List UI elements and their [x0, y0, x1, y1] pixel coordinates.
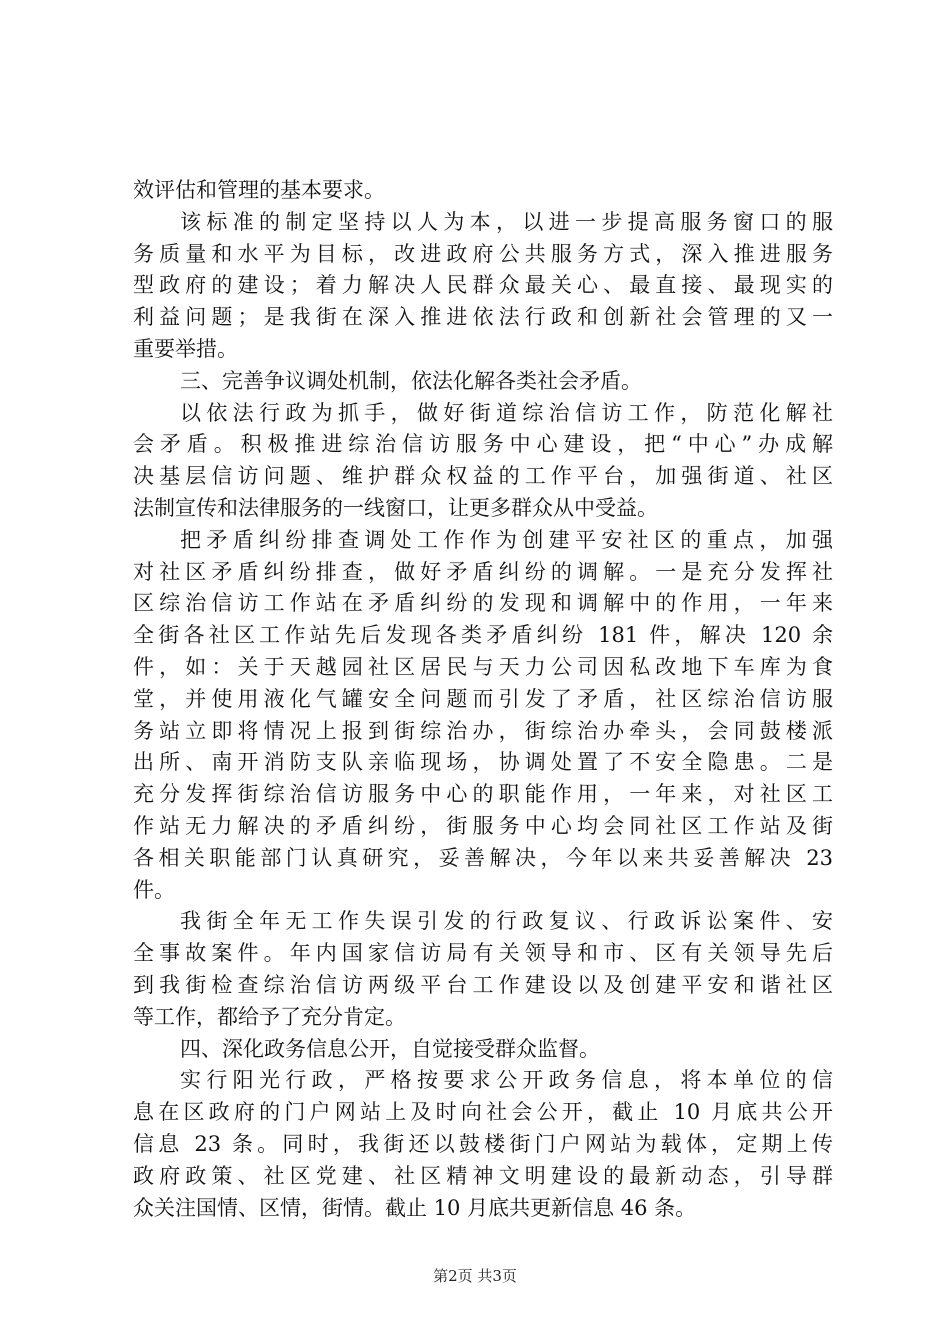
- document-body: [133, 175, 833, 1224]
- text-line: 堂，并使用液化气罐安全问题而引发了矛盾，社区综治信访服: [133, 686, 833, 711]
- text-line: 充分发挥街综治信访服务中心的职能作用，一年来，对社区工: [133, 782, 833, 807]
- text-line: 息在区政府的门户网站上及时向社会公开，截止 10 月底共公开: [133, 1100, 833, 1125]
- text-line: 法制宣传和法律服务的一线窗口，让更多群众从中受益。: [133, 495, 658, 520]
- section-heading: 四、深化政务信息公开，自觉接受群众监督。: [180, 1036, 600, 1061]
- text-line: 各相关职能部门认真研究，妥善解决，今年以来共妥善解决 23: [133, 845, 833, 870]
- text-line: 到我街检查综治信访两级平台工作建设以及创建平安和谐社区: [133, 972, 833, 997]
- text-line: 对社区矛盾纠纷排查，做好矛盾纠纷的调解。一是充分发挥社: [133, 559, 833, 584]
- section-heading: 三、完善争议调处机制，依法化解各类社会矛盾。: [180, 368, 642, 393]
- text-line: 该标准的制定坚持以人为本，以进一步提高服务窗口的服: [180, 209, 833, 234]
- text-line: 全事故案件。年内国家信访局有关领导和市、区有关领导先后: [133, 941, 833, 966]
- text-line: 决基层信访问题、维护群众权益的工作平台，加强街道、社区: [133, 464, 833, 489]
- text-line: 务站立即将情况上报到街综治办，街综治办牵头，会同鼓楼派: [133, 718, 833, 743]
- text-line: 作站无力解决的矛盾纠纷，街服务中心均会同社区工作站及街: [133, 813, 833, 838]
- text-line: 政府政策、社区党建、社区精神文明建设的最新动态，引导群: [133, 1163, 833, 1188]
- text-line: 出所、南开消防支队亲临现场，协调处置了不安全隐患。二是: [133, 750, 833, 775]
- text-line: 等工作，都给予了充分肯定。: [133, 1004, 406, 1029]
- text-line: 重要举措。: [133, 336, 238, 361]
- text-line: 件，如：关于天越园社区居民与天力公司因私改地下车库为食: [133, 654, 833, 679]
- text-line: 件。: [133, 877, 175, 902]
- text-line: 众关注国情、区情，街情。截止 10 月底共更新信息 46 条。: [133, 1195, 697, 1220]
- text-line: 以依法行政为抓手，做好街道综治信访工作，防范化解社: [180, 400, 833, 425]
- text-line: 利益问题；是我街在深入推进依法行政和创新社会管理的又一: [133, 305, 833, 330]
- text-line: 会矛盾。积极推进综治信访服务中心建设，把“中心”办成解: [133, 432, 833, 457]
- text-line: 区综治信访工作站在矛盾纠纷的发现和调解中的作用，一年来: [133, 591, 833, 616]
- text-line: 务质量和水平为目标，改进政府公共服务方式，深入推进服务: [133, 241, 833, 266]
- text-line: 信息 23 条。同时，我街还以鼓楼街门户网站为载体，定期上传: [133, 1131, 833, 1156]
- page-number-label: 第2页 共3页: [433, 1267, 517, 1285]
- text-line: 把矛盾纠纷排查调处工作作为创建平安社区的重点，加强: [180, 527, 833, 552]
- text-line: 全街各社区工作站先后发现各类矛盾纠纷 181 件，解决 120 余: [133, 623, 833, 648]
- text-line: 型政府的建设；着力解决人民群众最关心、最直接、最现实的: [133, 273, 833, 298]
- text-line: 我街全年无工作失误引发的行政复议、行政诉讼案件、安: [180, 909, 833, 934]
- text-line: 效评估和管理的基本要求。: [133, 178, 385, 202]
- page-footer: [0, 1266, 950, 1286]
- text-line: 实行阳光行政，严格按要求公开政务信息，将本单位的信: [180, 1068, 833, 1093]
